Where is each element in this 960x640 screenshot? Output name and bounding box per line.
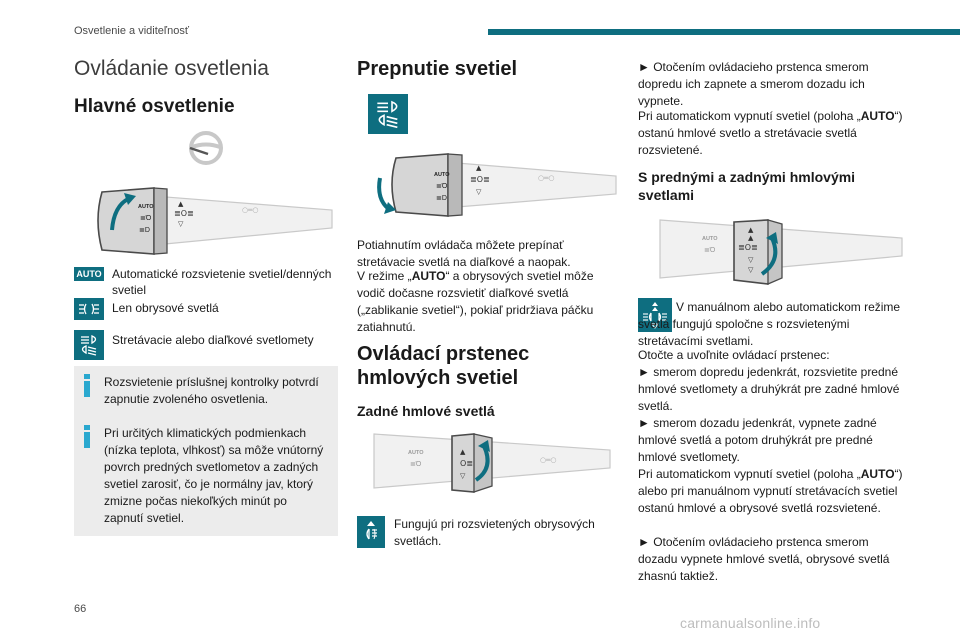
ring-body-3: ► smerom dozadu jedenkrát, vypnete zadné hmlové svetlá a potom druhýkrát pre predné hmlové svetlomety. — [638, 416, 877, 464]
svg-text:○═○: ○═○ — [242, 206, 259, 214]
svg-text:≣Ό: ≣Ό — [436, 183, 448, 190]
section-heading-main-lighting: Hlavné osvetlenie — [74, 96, 235, 117]
info-box-indicator: Rozsvietenie príslušnej kontrolky potvrdí zapnutie zvoleného osvetlenia. — [74, 366, 338, 417]
svg-text:▲: ▲ — [748, 226, 754, 234]
ring-instruction-1: ► Otočením ovládacieho prstenca smerom dopredu ich zapnete a smerom dozadu ich vypnete. — [638, 60, 869, 108]
svg-text:≣O≣: ≣O≣ — [738, 243, 758, 252]
switch-paragraph-1: Potiahnutím ovládača môžete prepínať stretávacie svetlá na diaľkové a naopak. — [357, 238, 571, 269]
svg-text:▲: ▲ — [476, 164, 482, 172]
subheading-rear-fog: Zadné hmlové svetlá — [357, 403, 495, 419]
section-heading-fog-ring: Ovládací prstenec hmlových svetiel — [357, 343, 530, 389]
auto-off-paragraph-1: Pri automatickom vypnutí svetiel (poloha „AUTO“) ostanú hmlové svetlo a stretávacie svetlá rozsvietené. — [638, 109, 903, 157]
svg-text:▽: ▽ — [178, 220, 184, 228]
svg-text:▲: ▲ — [748, 234, 754, 242]
switch-paragraph-2: V režime „AUTO“ a obrysových svetiel môže vodič dočasne rozsvietiť diaľkové svetlá („zablikanie svetiel“), pokiaľ pridržiava páčku zatiahnutú. — [357, 269, 594, 334]
svg-text:≣O≣: ≣O≣ — [174, 209, 194, 218]
svg-text:≣Ό: ≣Ό — [140, 215, 152, 222]
steering-wheel-icon — [188, 130, 224, 166]
info-icon — [84, 374, 90, 397]
svg-text:○═○: ○═○ — [538, 174, 555, 182]
ring-body-2: ► smerom dopredu jedenkrát, rozsvietite predné hmlové svetlomety a druhýkrát pre zadné hmlové svetlá. — [638, 365, 900, 413]
svg-text:≣D: ≣D — [139, 227, 150, 234]
svg-text:○═○: ○═○ — [540, 456, 557, 464]
svg-text:▽: ▽ — [748, 266, 754, 274]
rear-fog-ring-illustration — [366, 428, 614, 498]
page-number: 66 — [74, 603, 87, 615]
svg-text:O≣: O≣ — [460, 459, 473, 468]
svg-text:▽: ▽ — [476, 188, 482, 196]
svg-text:≣D: ≣D — [436, 195, 447, 202]
dipped-main-beam-icon — [368, 94, 408, 134]
front-rear-lead: V manuálnom alebo automatickom režime svetlá fungujú spoločne s rozsvietenými stretávacími svetlami. — [638, 300, 901, 348]
svg-text:AUTO: AUTO — [434, 172, 450, 178]
stalk-pull-illustration — [366, 148, 618, 224]
dipped-main-beam-icon — [74, 330, 104, 360]
position-lights-icon — [74, 298, 104, 320]
watermark: carmanualsonline.info — [680, 615, 821, 631]
legend-text-position: Len obrysové svetlá — [112, 301, 219, 315]
svg-text:▽: ▽ — [748, 256, 754, 264]
svg-text:≣Ό: ≣Ό — [410, 461, 422, 468]
ring-body-5: ► Otočením ovládacieho prstenca smerom dozadu vypnete hmlové svetlá, obrysové svetlá zhasnú taktiež. — [638, 535, 890, 583]
info-icon — [84, 425, 90, 448]
svg-text:AUTO: AUTO — [138, 204, 154, 210]
svg-text:▲: ▲ — [178, 200, 184, 208]
legend-text-auto: Automatické rozsvietenie svetiel/denných svetiel — [112, 267, 332, 297]
info-box-condensation: Pri určitých klimatických podmienkach (nízka teplota, vlhkosť) sa môže vnútorný povrch predných svetlometov a zadných svetiel zarosiť, čo je normálny jav, ktorý zmizne počas niekoľkých minút po zapnutí svetiel. — [74, 417, 338, 536]
rear-fog-icon — [357, 516, 385, 548]
svg-text:≣O≣: ≣O≣ — [470, 175, 490, 184]
svg-text:▽: ▽ — [460, 472, 466, 480]
header-accent-bar — [488, 29, 960, 35]
svg-text:AUTO: AUTO — [408, 450, 424, 456]
subheading-front-rear-fog: S prednými a zadnými hmlovými svetlami — [638, 169, 856, 204]
legend-text-beam: Stretávacie alebo diaľkové svetlomety — [112, 333, 314, 347]
page-title: Ovládanie osvetlenia — [74, 57, 269, 80]
front-rear-fog-ring-illustration — [652, 216, 906, 290]
ring-body-4: Pri automatickom vypnutí svetiel (poloha „AUTO“) alebo pri manuálnom vypnutí stretávacích svetiel ostanú hmlové a obrysové svetlá rozsvietené. — [638, 467, 903, 515]
rear-fog-text: Fungujú pri rozsvietených obrysových svetlách. — [394, 517, 595, 548]
ring-body-1: Otočte a uvoľnite ovládací prstenec: — [638, 348, 830, 362]
section-heading-switch: Prepnutie svetiel — [357, 58, 518, 80]
running-header: Osvetlenie a viditeľnosť — [74, 25, 189, 37]
light-stalk-illustration — [92, 180, 336, 262]
svg-text:▲: ▲ — [460, 448, 466, 456]
auto-badge-icon: AUTO — [74, 267, 104, 281]
svg-text:AUTO: AUTO — [702, 236, 718, 242]
svg-text:≣Ό: ≣Ό — [704, 247, 716, 254]
